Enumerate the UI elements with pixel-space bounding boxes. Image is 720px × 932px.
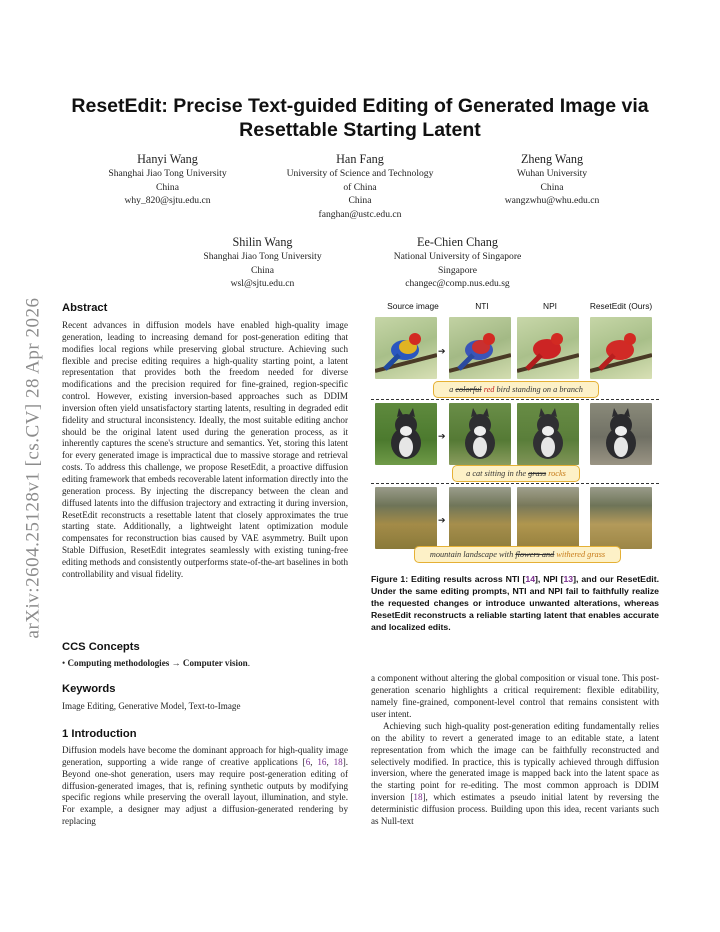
cat-npi-image bbox=[517, 403, 579, 465]
author-country: Singapore bbox=[438, 264, 477, 276]
author-affiliation: Shanghai Jiao Tong University bbox=[108, 168, 227, 179]
arrow-icon: ➔ bbox=[438, 346, 446, 356]
arxiv-stamp bbox=[18, 263, 48, 673]
col-header-resetedit: ResetEdit (Ours) bbox=[589, 301, 653, 311]
author-affiliation-line2: of China bbox=[343, 181, 377, 193]
landscape-nti-image bbox=[449, 487, 511, 549]
citation-link[interactable]: 14 bbox=[525, 574, 536, 584]
intro-paragraph: Diffusion models have become the dominant approach for high-quality image generation, supporting a wide range of creative applications [6, 16, 18]. Beyond one-shot generation, users may require post-generation editing of diffusion-generated images, that is, refining synthetic outputs by modifying specific regions while preserving the overall layout, illumination, and style. For example, a designer may adjust a diffusion-generated rendering by replacing bbox=[62, 745, 349, 827]
prompt-landscape: mountain landscape with flowers and withered grass bbox=[414, 546, 621, 563]
keywords-heading: Keywords bbox=[62, 683, 116, 695]
author-block-4 bbox=[170, 234, 355, 291]
col-header-source: Source image bbox=[387, 301, 439, 311]
prompt-cat: a cat sitting in the grass rocks bbox=[452, 465, 580, 482]
author-country: China bbox=[156, 181, 179, 193]
row-divider bbox=[371, 399, 659, 400]
author-affiliation: National University of Singapore bbox=[393, 251, 522, 262]
right-paragraph-2: Achieving such high-quality post-generation editing fundamentally relies on the ability to revert a generated image to an editable state, a latent representation from which the image can be faithfully reconstructed and selectively modified. In practice, this is typically achieved through diffusion inversion, where the generated image is mapped back into the latent space as the starting point for re-editing. The most common approach is DDIM inversion [18], which estimates a pseudo initial latent by reversing the deterministic diffusion process. Building upon this idea, recent variants such as Null-text bbox=[371, 721, 659, 826]
author-name: Hanyi Wang bbox=[137, 152, 198, 166]
author-affiliation: Wuhan University bbox=[516, 168, 588, 179]
abstract-text: Recent advances in diffusion models have enabled high-quality image generation, leading to increasing demand for post-generation editing that modifies local regions while preserving global structure. Achieving such flexible and precise editing requires a high-quality starting point, a latent representation that provides both the freedom needed for diverse modifications and the precision required for fine-grained, region-specific control. However, existing inversion-based approaches such as DDIM inversion often yield unsatisfactory starting latents, resulting in degraded edit fidelity and structural inconsistency. Ideally, the most suitable editing anchor should be the original latent used during the generation process, as it inherently captures the scene's structure and semantics. Yet, storing this latent for every generated image is impractical due to massive storage and retrieval costs. To address this challenge, we propose ResetEdit, a proactive diffusion editing framework that embeds recoverable latent information directly into the generation process. By injecting the discrepancy between the clean and diffused latents into the diffusion trajectory and extracting it during inversion, ResetEdit reconstructs a resettable latent that closely approximates the true starting state. Additionally, a lightweight latent optimization module compensates for reconstruction bias caused by VAE asymmetry. Built upon Stable Diffusion, ResetEdit integrates seamlessly with existing tuning-free editing methods and consistently outperforms state-of-the-art baselines in both controllability and visual fidelity. bbox=[62, 320, 348, 579]
author-email: fanghan@ustc.edu.cn bbox=[318, 208, 402, 220]
author-block-3 bbox=[462, 151, 642, 208]
right-paragraph-1: a component without altering the global composition or visual tone. This post-generation scenario highlights a critical requirement: flexible editability, namely fine-grained, component-level control that remains consistent with user intent. bbox=[371, 673, 659, 719]
col-header-npi: NPI bbox=[543, 301, 557, 311]
ccs-concept: Computing methodologies → Computer vision bbox=[67, 658, 248, 668]
paper-title: ResetEdit: Precise Text-guided Editing of Generated Image via Resettable Starting Latent bbox=[71, 95, 649, 141]
landscape-source-image bbox=[375, 487, 437, 549]
citation-link[interactable]: 6 bbox=[305, 756, 311, 767]
citation-link[interactable]: 13 bbox=[563, 574, 574, 584]
abstract-heading: Abstract bbox=[62, 302, 108, 314]
keywords-text: Image Editing, Generative Model, Text-to-Image bbox=[62, 701, 241, 711]
author-name: Han Fang bbox=[336, 152, 384, 166]
author-email: wangzwhu@whu.edu.cn bbox=[504, 195, 600, 206]
author-country: China bbox=[348, 195, 372, 206]
ccs-end: . bbox=[247, 658, 250, 668]
arrow-icon: ➔ bbox=[438, 431, 446, 441]
ccs-bullet: • bbox=[62, 658, 66, 668]
citation-link[interactable]: 16 bbox=[317, 756, 327, 767]
bird-npi-image bbox=[517, 317, 579, 379]
row-divider bbox=[371, 483, 659, 484]
landscape-resetedit-image bbox=[590, 487, 652, 549]
author-email: wsl@sjtu.edu.cn bbox=[230, 278, 295, 289]
author-block-2 bbox=[262, 151, 458, 221]
ccs-heading: CCS Concepts bbox=[62, 641, 140, 653]
citation-link[interactable]: 18 bbox=[413, 792, 423, 803]
intro-heading: 1 Introduction bbox=[62, 728, 137, 740]
cat-source-image bbox=[375, 403, 437, 465]
author-country: China bbox=[540, 181, 564, 193]
author-country: China bbox=[251, 264, 274, 276]
author-affiliation: University of Science and Technology bbox=[286, 168, 434, 179]
author-name: Ee-Chien Chang bbox=[417, 235, 498, 249]
cat-nti-image bbox=[449, 403, 511, 465]
figure-caption: Figure 1: Editing results across NTI [14], NPI [13], and our ResetEdit. Under the same editing prompts, NTI and NPI fail to faithfully realize the requested changes or introduce unwanted alterations, whereas ResetEdit reconstructs a reliable starting latent that enables accurate and localized edits. bbox=[371, 574, 659, 632]
arxiv-stamp-text: arXiv:2604.25128v1 [cs.CV] 28 Apr 2026 bbox=[22, 297, 44, 639]
cat-resetedit-image bbox=[590, 403, 652, 465]
author-email: changec@comp.nus.edu.sg bbox=[405, 278, 510, 289]
bird-nti-image bbox=[449, 317, 511, 379]
author-affiliation: Shanghai Jiao Tong University bbox=[203, 251, 322, 262]
prompt-bird: a colorful red bird standing on a branch bbox=[433, 381, 599, 398]
bird-source-image bbox=[375, 317, 437, 379]
citation-link[interactable]: 18 bbox=[333, 756, 343, 767]
ccs-concepts bbox=[62, 658, 348, 670]
landscape-npi-image bbox=[517, 487, 579, 549]
author-email: why_820@sjtu.edu.cn bbox=[124, 195, 211, 206]
figure-1 bbox=[371, 301, 659, 566]
arrow-icon: ➔ bbox=[438, 515, 446, 525]
author-block-1 bbox=[70, 151, 265, 208]
author-name: Shilin Wang bbox=[232, 235, 293, 249]
author-name: Zheng Wang bbox=[520, 152, 584, 166]
author-block-5 bbox=[365, 234, 550, 291]
bird-resetedit-image bbox=[590, 317, 652, 379]
col-header-nti: NTI bbox=[475, 301, 489, 311]
